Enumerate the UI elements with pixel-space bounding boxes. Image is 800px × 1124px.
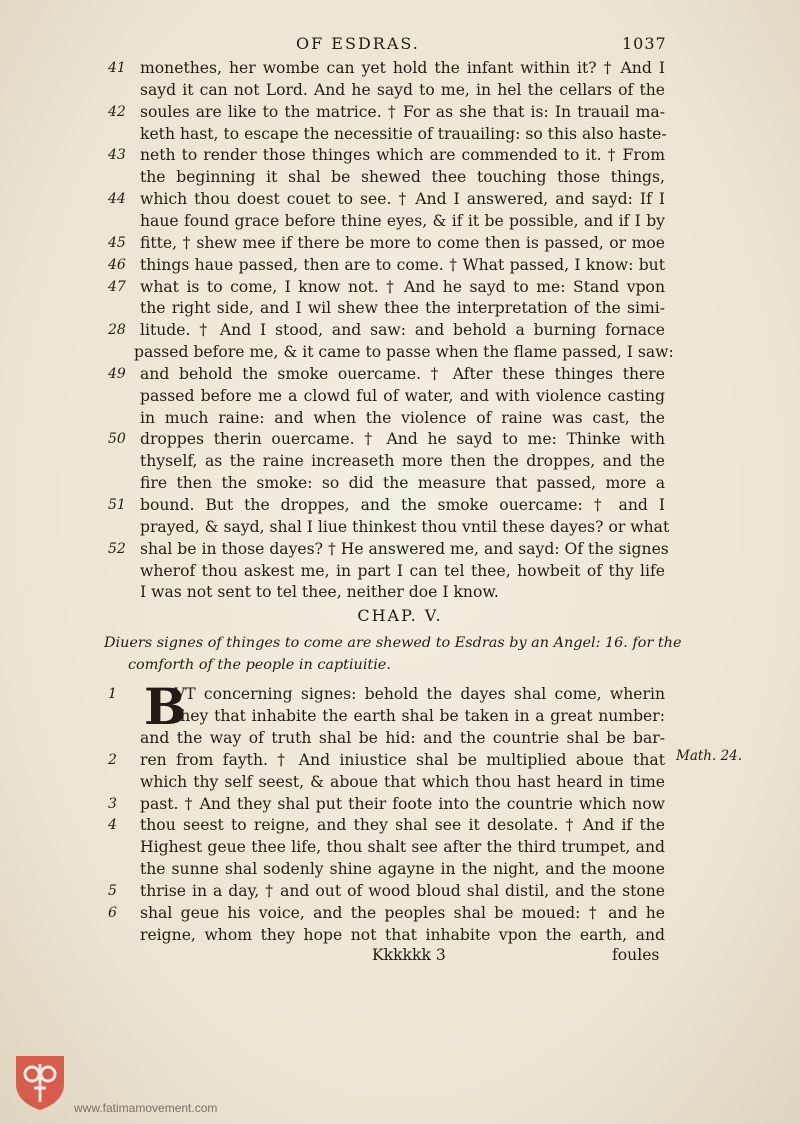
text-line — [0, 683, 800, 705]
line-text: VT concerning signes: behold the dayes shal come, wherin — [174, 685, 665, 703]
text-line — [0, 210, 800, 232]
line-text: wherof thou askest me, in part I can tel thee, howbeit of thy life — [140, 561, 665, 580]
verse-number: 4 — [108, 817, 117, 834]
text-line — [0, 297, 800, 319]
text-line — [0, 538, 800, 560]
text-line — [0, 144, 800, 166]
text-line — [0, 428, 800, 450]
line-text: past. † And they shal put their foote into the countrie which now — [140, 794, 665, 813]
text-line — [0, 880, 800, 902]
verse-number: 43 — [108, 147, 126, 164]
text-line — [0, 793, 800, 815]
text-line — [0, 902, 800, 924]
text-line — [0, 57, 800, 79]
line-text: the beginning it shal be shewed thee touching those things, — [140, 168, 665, 187]
text-line — [0, 79, 800, 101]
text-line — [0, 276, 800, 298]
chapter-summary-line-1: Diuers signes of thinges to come are shewed to Esdras by an Angel: 16. for the — [104, 635, 682, 651]
line-text: passed before me, & it came to passe when the flame passed, I saw: — [134, 343, 674, 362]
drop-cap: B — [144, 677, 187, 736]
line-text: bound. But the droppes, and the smoke ouercame: † and I — [140, 496, 665, 514]
line-text: fitte, † shew mee if there be more to come then is passed, or moe — [140, 233, 665, 252]
verse-number: 49 — [108, 365, 126, 382]
text-line — [0, 727, 800, 749]
line-text: I was not sent to tel thee, neither doe I know. — [140, 583, 499, 602]
text-line — [0, 188, 800, 210]
line-text: Highest geue thee life, thou shalt see after the third trumpet, and — [140, 838, 665, 857]
text-line — [0, 385, 800, 407]
chapter-heading: CHAP. V. — [357, 606, 443, 625]
catchword: foules — [612, 946, 660, 964]
chapter-summary-line-2: comforth of the people in captiuitie. — [128, 657, 391, 673]
verse-number: 28 — [108, 322, 126, 339]
text-line — [0, 771, 800, 793]
line-text: and the way of truth shal be hid: and the countrie shal be bar- — [140, 728, 665, 747]
verse-number: 45 — [108, 234, 126, 251]
text-line — [0, 560, 800, 582]
line-text: monethes, her wombe can yet hold the infant within it? † And I — [140, 59, 665, 77]
text-line — [0, 705, 800, 727]
text-line — [0, 254, 800, 276]
line-text: shal be in those dayes? † He answered me, and sayd: Of the signes — [140, 539, 669, 558]
text-line — [0, 319, 800, 341]
line-text: soules are like to the matrice. † For as she that is: In trauail ma- — [140, 102, 665, 121]
line-text: and behold the smoke ouercame. † After these thinges there — [140, 364, 665, 383]
text-line — [0, 494, 800, 516]
text-line — [0, 516, 800, 538]
line-text: shal geue his voice, and the peoples shal be moued: † and he — [140, 904, 665, 922]
line-text: passed before me a clowd ful of water, and with violence casting — [140, 386, 665, 405]
verse-number: 52 — [108, 540, 126, 557]
line-text: haue found grace before thine eyes, & if it be possible, and if I by — [140, 211, 665, 230]
line-text: thyself, as the raine increaseth more then the droppes, and the — [140, 452, 665, 471]
footer-url[interactable]: www.fatimamovement.com — [74, 1101, 218, 1115]
verse-number: 41 — [108, 60, 126, 76]
line-text: the right side, and I wil shew thee the interpretation of the simi- — [140, 299, 665, 318]
line-text: thrise in a day, † and out of wood bloud shal distil, and the stone — [140, 882, 665, 901]
line-text: litude. † And I stood, and saw: and behold a burning fornace — [140, 321, 665, 340]
text-line — [0, 166, 800, 188]
line-text: which thou doest couet to see. † And I answered, and sayd: If I — [140, 190, 665, 209]
text-line — [0, 836, 800, 858]
line-text: the sunne shal sodenly shine agayne in the night, and the moone — [140, 860, 665, 879]
verse-number: 42 — [108, 103, 126, 120]
page-number: 1037 — [622, 34, 667, 53]
verse-number: 46 — [108, 256, 126, 273]
line-text: prayed, & sayd, shal I liue thinkest thou vntil these dayes? or what — [140, 517, 670, 536]
line-text: droppes therin ouercame. † And he sayd to me: Thinke with — [140, 430, 665, 449]
line-text: in much raine: and when the violence of raine was cast, the — [140, 408, 665, 427]
line-text: keth hast, to escape the necessitie of trauailing: so this also haste- — [140, 124, 667, 143]
text-line — [0, 450, 800, 472]
verse-number: 1 — [108, 686, 117, 702]
line-text: what is to come, I know not. † And he sayd to me: Stand vpon — [140, 277, 665, 296]
text-line — [0, 581, 800, 603]
text-line — [0, 858, 800, 880]
verse-number: 51 — [108, 497, 126, 513]
text-line — [0, 472, 800, 494]
text-line — [0, 123, 800, 145]
line-text: fire then the smoke: so did the measure that passed, more a — [140, 474, 665, 493]
running-title: OF ESDRAS. — [296, 34, 420, 53]
margin-note: Math. 24. — [676, 748, 743, 764]
signature-mark: Kkkkkk 3 — [372, 946, 446, 964]
text-line — [0, 101, 800, 123]
line-text: reigne, whom they hope not that inhabite vpon the earth, and — [140, 925, 665, 944]
verse-number: 3 — [108, 795, 117, 812]
line-text: neth to render those thinges which are commended to it. † From — [140, 146, 665, 165]
line-text: things haue passed, then are to come. † What passed, I know: but — [140, 255, 665, 274]
shield-logo-icon — [12, 1052, 68, 1112]
verse-number: 44 — [108, 191, 126, 208]
line-text: ren from fayth. † And iniustice shal be multiplied aboue that — [140, 750, 665, 769]
verse-number: 2 — [108, 751, 117, 768]
text-line — [0, 232, 800, 254]
line-text: which thy self seest, & aboue that which thou hast heard in time — [140, 772, 665, 791]
text-line — [0, 363, 800, 385]
verse-number: 6 — [108, 905, 117, 921]
line-text: thou seest to reigne, and they shal see it desolate. † And if the — [140, 816, 665, 835]
text-line — [0, 924, 800, 946]
page-header — [0, 34, 800, 58]
text-line — [0, 407, 800, 429]
text-line — [0, 814, 800, 836]
verse-number: 50 — [108, 431, 126, 448]
line-text: sayd it can not Lord. And he sayd to me, in hel the cellars of the — [140, 80, 665, 99]
verse-number: 5 — [108, 883, 117, 900]
text-line — [0, 341, 800, 363]
line-text: they that inhabite the earth shal be taken in a great number: — [174, 706, 665, 725]
verse-number: 47 — [108, 278, 126, 295]
